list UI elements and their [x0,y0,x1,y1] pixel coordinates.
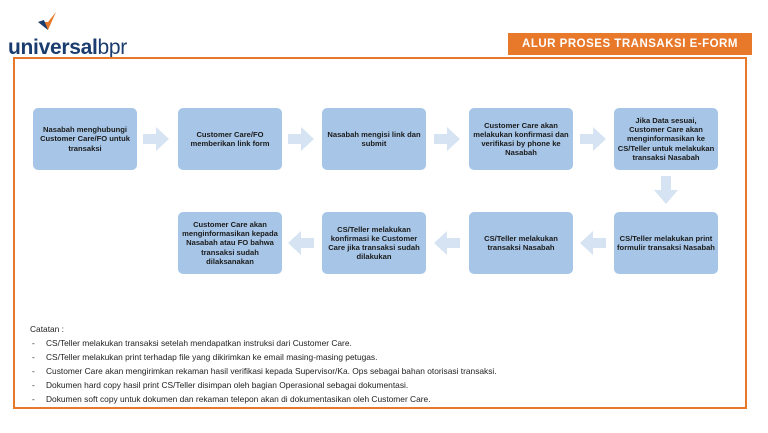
flow-step-9-label: Customer Care akan menginformasikan kepada Nasabah atau FO bahwa transaksi sudah dilaksanakan [182,220,278,266]
flow-step-4 [469,108,573,170]
flow-step-7-label: CS/Teller melakukan transaksi Nasabah [484,233,558,252]
arrow-right-icon [580,127,606,151]
logo [8,10,148,59]
flow-step-8-label: CS/Teller melakukan konfirmasi ke Customer Care jika transaksi sudah dilakukan [328,224,420,262]
flow-step-3 [322,108,426,170]
flow-step-5-label: Jika Data sesuai, Customer Care akan menginformasikan ke CS/Teller untuk melakukan transaksi Nasabah [617,116,715,162]
flow-step-5 [614,108,718,170]
arrow-left-icon [580,231,606,255]
flow-step-8 [322,212,426,274]
note-item: - Dokumen hard copy hasil print CS/Teller disimpan oleh bagian Operasional sebagai dokumentasi. [30,378,497,392]
note-item: - CS/Teller melakukan print terhadap file yang dikirimkan ke email masing-masing petugas. [30,350,497,364]
note-item: - CS/Teller melakukan transaksi setelah mendapatkan instruksi dari Customer Care. [30,336,497,350]
notes-title: Catatan : [30,324,64,334]
arrow-left-icon [288,231,314,255]
flow-step-6-label: CS/Teller melakukan print formulir transaksi Nasabah [617,233,715,252]
note-item: - Customer Care akan mengirimkan rekaman hasil verifikasi kepada Supervisor/Ka. Ops sebagai bahan otorisasi transaksi. [30,364,497,378]
brand-name-bold: universal [8,36,98,59]
flow-step-2-label: Customer Care/FO memberikan link form [190,129,270,148]
flow-step-4-label: Customer Care akan melakukan konfirmasi dan verifikasi by phone ke Nasabah [473,120,569,158]
page-title: ALUR PROSES TRANSAKSI E-FORM [522,38,738,50]
note-item: - Dokumen soft copy untuk dokumen dan rekaman telepon akan di dokumentasikan oleh Customer Care. [30,392,497,406]
arrow-right-icon [143,127,169,151]
arrow-down-icon [654,176,678,204]
flow-step-9 [178,212,282,274]
arrow-right-icon [288,127,314,151]
arrow-left-icon [434,231,460,255]
flow-step-7 [469,212,573,274]
flow-step-2 [178,108,282,170]
page-title-banner [508,33,752,55]
flow-step-1-label: Nasabah menghubungi Customer Care/FO untuk transaksi [40,125,130,153]
brand-name-light: bpr [97,36,127,59]
notes-section [30,322,497,406]
flow-step-1 [33,108,137,170]
flow-step-6 [614,212,718,274]
flow-step-3-label: Nasabah mengisi link dan submit [327,129,421,148]
logo-mark-icon [36,10,58,32]
arrow-right-icon [434,127,460,151]
